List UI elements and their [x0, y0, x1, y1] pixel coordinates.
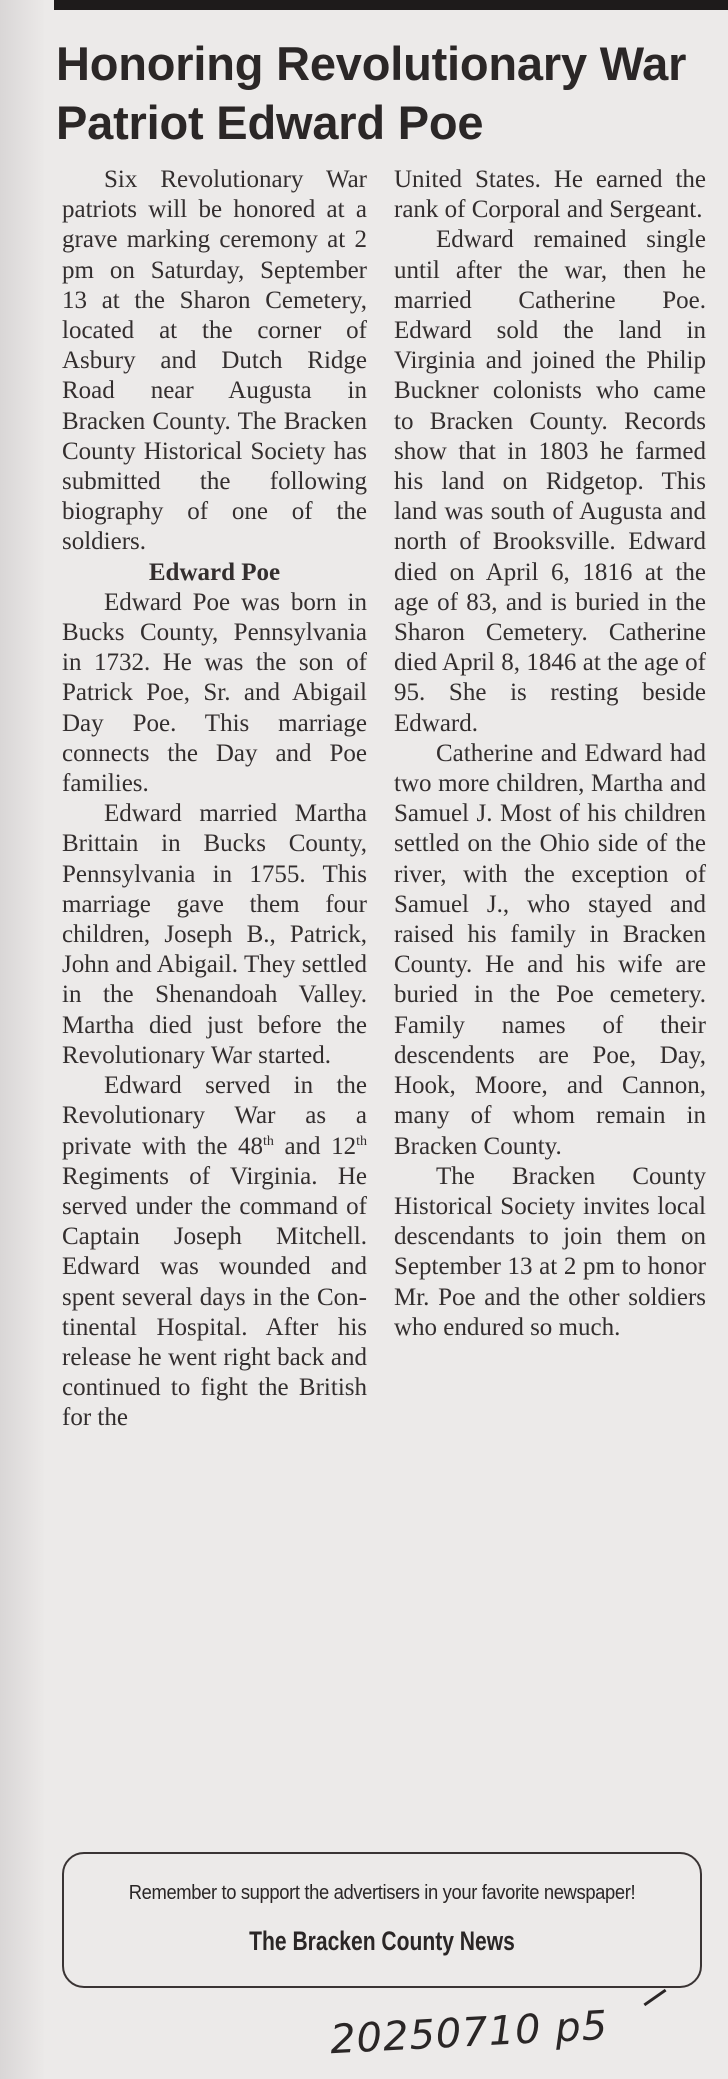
- advertiser-reminder-box: [62, 1852, 702, 1988]
- invitation-paragraph: The Bracken County Historical Society invites local descendants to join them on September 13 at 2 pm to honor Mr. Poe and the other soldiers who endured so much.: [394, 1162, 706, 1341]
- handwritten-tick-mark: [643, 1989, 666, 2006]
- left-column: [62, 165, 367, 1434]
- top-rule: [54, 0, 728, 10]
- intro-paragraph: Six Revolutionary War patriots will be honored at a grave marking ceremony at 2 pm on Saturday, September 13 at the Sharon Cemetery, located at the corner of Asbury and Dutch Ridge Road near Augusta in Bracken County. The Bracken County Historical Society has submitted the following biography of one of the soldiers.: [62, 166, 367, 556]
- marriage-paragraph: Edward married Martha Brittain in Bucks County, Pennsylvania in 1755. This marriage gave them four children, Joseph B., Patrick, John and Abigail. They settled in the Shenandoah Valley. Martha died just before the Revolutionary War started.: [62, 800, 367, 1069]
- service-continued-paragraph: United States. He earned the rank of Corporal and Sergeant.: [394, 166, 706, 224]
- children-paragraph: Catherine and Edward had two more children, Martha and Samuel J. Most of his children settled on the Ohio side of the river, with the exception of Samuel J., who stayed and raised his family in Bracken County. He and his wife are buried in the Poe cemetery. Family names of their descendents are Poe, Day, Hook, Moore, and Cannon, many of whom remain in Bracken County.: [394, 739, 706, 1160]
- page-edge-shadow: [0, 0, 44, 2079]
- handwritten-date-stamp: 20250710 p5: [328, 2002, 610, 2064]
- second-marriage-paragraph: Edward remained single until after the war, then he married Catherine Poe. Edward sold the land in Virginia and joined the Philip Buckner colonists who came to Bracken County. Records show that in 1803 he farmed his land on Ridgetop. This land was south of Augusta and north of Brooksville. Edward died on April 6, 1816 at the age of 83, and is buried in the Sharon Cemetery. Catherine died April 8, 1846 at the age of 95. She is resting beside Edward.: [394, 226, 706, 737]
- right-column: [394, 165, 706, 1343]
- advertiser-reminder-text: Remember to support the advertisers in your favorite newspaper!: [128, 1882, 636, 1904]
- ordinal-suffix: th: [263, 1133, 274, 1149]
- service-paragraph: [62, 1071, 367, 1433]
- ordinal-suffix: th: [356, 1133, 367, 1149]
- newspaper-name: The Bracken County News: [249, 1926, 515, 1956]
- birth-paragraph: Edward Poe was born in Bucks County, Pennsylvania in 1732. He was the son of Patrick Poe, Sr. and Abigail Day Poe. This marriage connects the Day and Poe families.: [62, 588, 367, 798]
- service-text-b: and 12: [273, 1132, 357, 1160]
- service-text-c: Regiments of Virginia. He served under the command of Captain Joseph Mitchell. Edward was wounded and spent several days in the Continental Hospital. After his release he went right back and continued to fight the British for the: [62, 1162, 367, 1432]
- headline: Honoring Revolutionary War Patriot Edward Poe: [56, 37, 687, 149]
- service-text-a: Edward served in the Revolutionary War as a private with the 48: [62, 1072, 367, 1160]
- subhead: Edward Poe: [148, 558, 281, 586]
